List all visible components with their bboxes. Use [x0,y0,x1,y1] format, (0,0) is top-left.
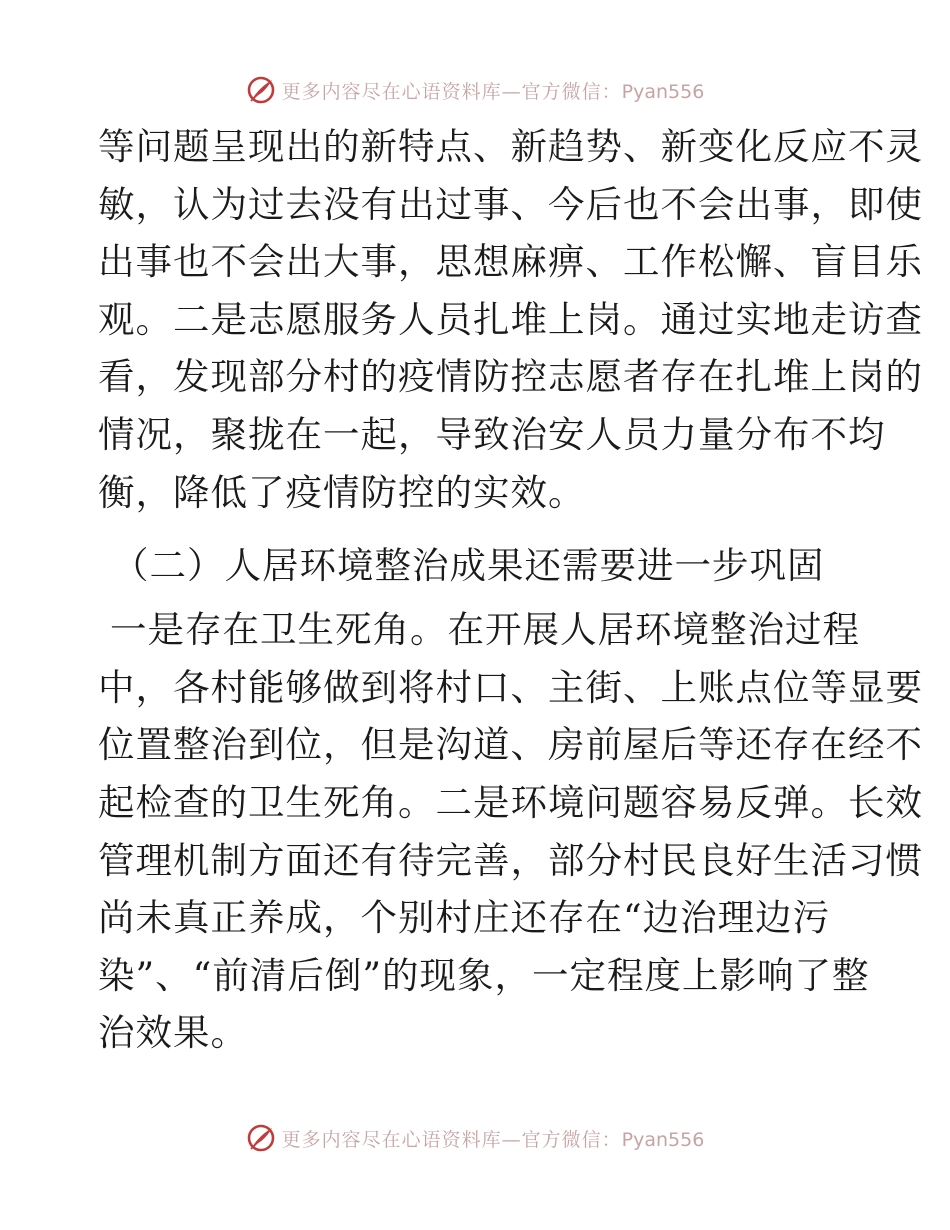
header-banner [0,70,950,110]
feather-quill-icon [246,75,276,105]
text-line: 敏，认为过去没有出过事、今后也不会出事，即使 [98,182,923,226]
text-line: 中，各村能够做到将村口、主街、上账点位等显要 [98,665,923,709]
text-line: 尚未真正养成，个别村庄还存在“边治理边污 [98,896,831,940]
banner-text: 更多内容尽在心语资料库—官方微信：Pyan556 [281,80,705,103]
text-line: 治效果。 [98,1011,248,1055]
document-body [98,118,923,1062]
text-line: 出事也不会出大事，思想麻痹、工作松懈、盲目乐 [98,240,923,284]
text-line: 看，发现部分村的疫情防控志愿者存在扎堆上岗的 [98,355,923,399]
text-line: 衡，降低了疫情防控的实效。 [98,470,586,514]
banner-text: 更多内容尽在心语资料库—官方微信：Pyan556 [281,1128,705,1151]
wechat-id: Pyan556 [621,1128,705,1151]
footer-banner [0,1118,950,1158]
text-line: 观。二是志愿服务人员扎堆上岗。通过实地走访查 [98,297,923,341]
text-line: 情况，聚拢在一起，导致治安人员力量分布不均 [98,412,886,456]
text-line: 染”、“前清后倒”的现象，一定程度上影响了整 [98,953,870,997]
wechat-id: Pyan556 [621,80,705,103]
text-line: 起检查的卫生死角。二是环境问题容易反弹。长效 [98,780,923,824]
section-heading: （二）人居环境整治成果还需要进一步巩固 [112,544,825,588]
text-line: 一是存在卫生死角。在开展人居环境整治过程 [110,608,860,652]
feather-quill-icon [246,1123,276,1153]
text-line: 位置整治到位，但是沟道、房前屋后等还存在经不 [98,723,923,767]
text-line: 管理机制方面还有待完善，部分村民良好生活习惯 [98,838,923,882]
text-line: 等问题呈现出的新特点、新趋势、新变化反应不灵 [98,125,923,168]
